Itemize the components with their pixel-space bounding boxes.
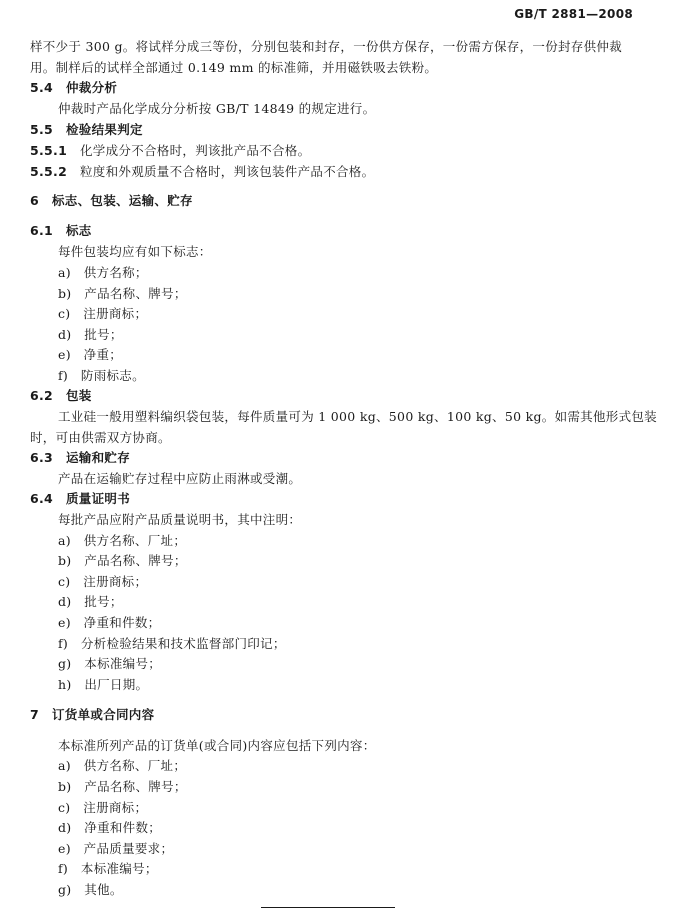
section-heading-6-4 [30, 491, 130, 507]
section-number: 6.4 [30, 491, 54, 506]
list-item: e) 净重； [58, 347, 123, 362]
section-heading-6-3 [30, 450, 130, 466]
section-number: 5.5.2 [30, 164, 68, 179]
paragraph-line: 每件包装均应有如下标志： [58, 244, 212, 259]
list-item: d) 批号； [58, 327, 123, 342]
clause-text: 粒度和外观质量不合格时，判该包装件产品不合格。 [80, 164, 375, 179]
list-item: b) 产品名称、牌号； [58, 286, 187, 301]
list-item: e) 产品质量要求； [58, 841, 174, 856]
section-number: 5.5.1 [30, 143, 68, 158]
list-item: b) 产品名称、牌号； [58, 779, 187, 794]
section-title: 标志、包装、运输、贮存 [52, 193, 193, 208]
list-item: f) 分析检验结果和技术监督部门印记； [58, 636, 286, 651]
list-item: f) 本标准编号； [58, 861, 158, 876]
section-title: 仲裁分析 [66, 80, 118, 95]
paragraph-line: 工业硅一般用塑料编织袋包装，每件质量可为 1 000 kg、500 kg、100 kg、50 kg。如需其他形式包装 [58, 409, 657, 424]
section-heading-6-1 [30, 223, 92, 239]
section-number: 5.4 [30, 80, 54, 95]
list-item: c) 注册商标； [58, 800, 148, 815]
section-number: 6.3 [30, 450, 54, 465]
section-title: 订货单或合同内容 [52, 707, 155, 722]
list-item: a) 供方名称、厂址； [58, 758, 187, 773]
standard-number: GB/T 2881—2008 [514, 7, 633, 21]
section-number: 5.5 [30, 122, 54, 137]
list-item: a) 供方名称、厂址； [58, 533, 187, 548]
list-item: g) 本标准编号； [58, 656, 162, 671]
list-item: c) 注册商标； [58, 306, 148, 321]
section-number: 6.1 [30, 223, 54, 238]
section-number: 6.2 [30, 388, 54, 403]
list-item: c) 注册商标； [58, 574, 148, 589]
paragraph-line: 仲裁时产品化学成分分析按 GB/T 14849 的规定进行。 [58, 101, 376, 116]
section-title: 标志 [66, 223, 92, 238]
end-rule [261, 907, 395, 908]
chapter-heading-7 [30, 707, 154, 723]
section-heading-5-5 [30, 122, 143, 138]
list-item: h) 出厂日期。 [58, 677, 149, 692]
list-item: b) 产品名称、牌号； [58, 553, 187, 568]
section-title: 质量证明书 [66, 491, 131, 506]
section-heading-5-4 [30, 80, 117, 96]
clause-5-5-2 [30, 164, 374, 180]
paragraph-line: 产品在运输贮存过程中应防止雨淋或受潮。 [58, 471, 302, 486]
list-item: a) 供方名称； [58, 265, 148, 280]
section-number: 6 [30, 193, 39, 208]
clause-5-5-1 [30, 143, 310, 159]
section-heading-6-2 [30, 388, 92, 404]
list-item: f) 防雨标志。 [58, 368, 145, 383]
paragraph-line: 样不少于 300 g。将试样分成三等份，分别包装和封存，一份供方保存，一份需方保存，一份封存供仲裁 [30, 39, 623, 54]
chapter-heading-6 [30, 193, 193, 209]
list-item: d) 净重和件数； [58, 820, 162, 835]
clause-text: 化学成分不合格时，判该批产品不合格。 [80, 143, 311, 158]
section-title: 检验结果判定 [66, 122, 143, 137]
paragraph-line: 时，可由供需双方协商。 [30, 430, 171, 445]
section-title: 包装 [66, 388, 92, 403]
paragraph-line: 每批产品应附产品质量说明书，其中注明： [58, 512, 302, 527]
section-number: 7 [30, 707, 39, 722]
paragraph-line: 本标准所列产品的订货单(或合同)内容应包括下列内容： [58, 738, 376, 753]
paragraph-line: 用。制样后的试样全部通过 0.149 mm 的标准筛，并用磁铁吸去铁粉。 [30, 60, 438, 75]
list-item: g) 其他。 [58, 882, 123, 897]
section-title: 运输和贮存 [66, 450, 131, 465]
list-item: d) 批号； [58, 594, 123, 609]
list-item: e) 净重和件数； [58, 615, 161, 630]
